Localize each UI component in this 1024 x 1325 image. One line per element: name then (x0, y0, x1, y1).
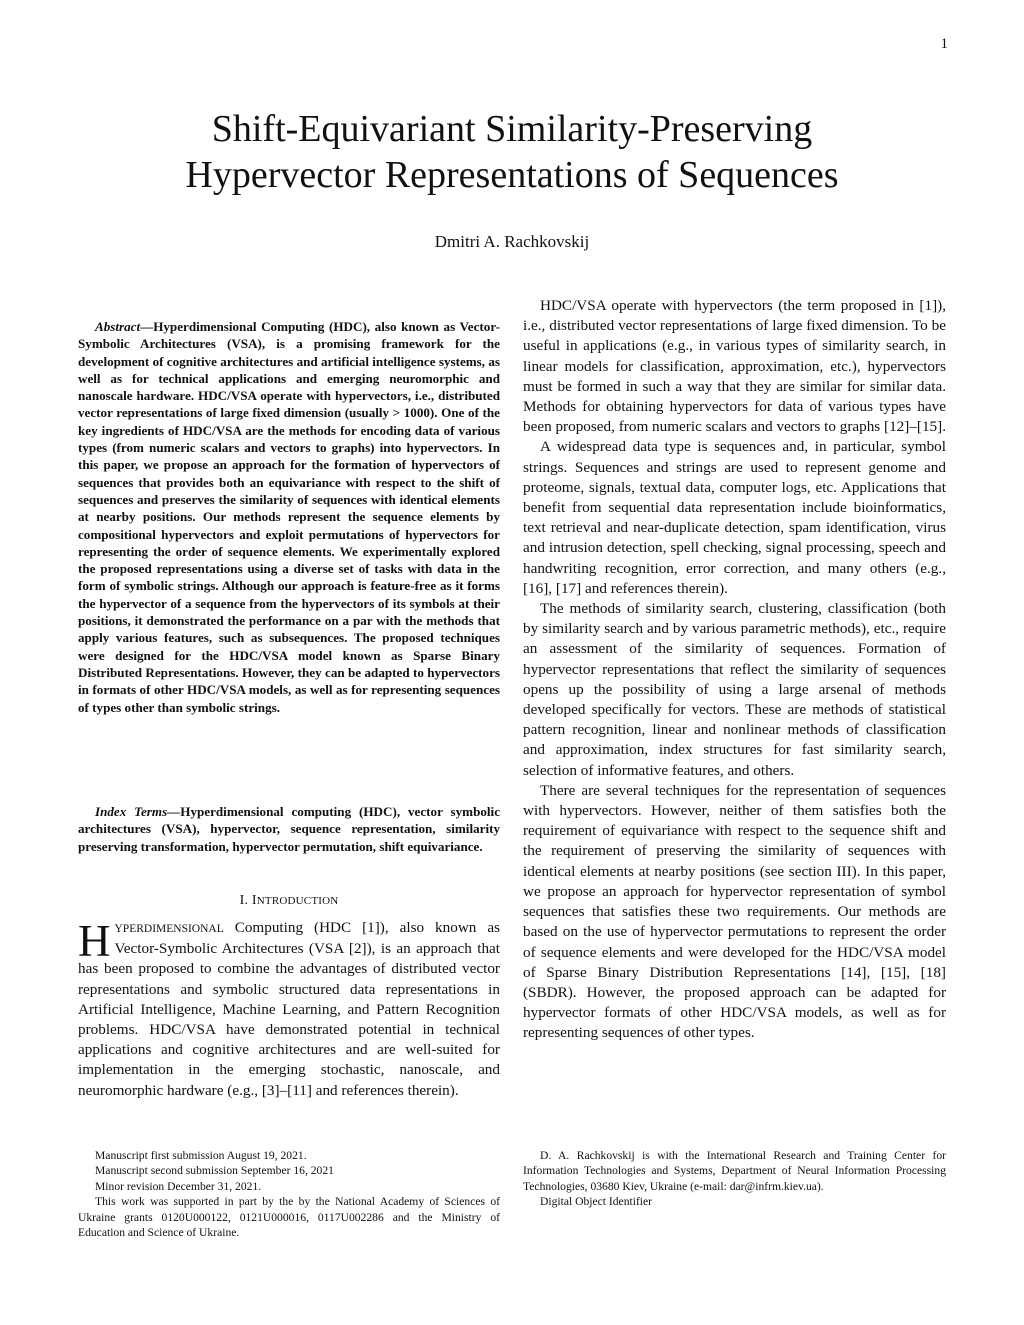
footnote-minor-revision: Minor revision December 31, 2021. (95, 1179, 262, 1193)
abstract (78, 318, 500, 716)
footnote-first-submission: Manuscript first submission August 19, 2021. (95, 1149, 307, 1162)
introduction-paragraph (78, 918, 500, 1101)
page-number: 1 (940, 36, 948, 52)
right-paragraph-2: A widespread data type is sequences and, in particular, symbol strings. Sequences and strings are used to represent genome and proteome, signals, textual data, computer logs, etc. Applications that benefit from sequential data representation include bioinformatics, text retrieval and near-duplicate detection, spam identification, virus and intrusion detection, spell checking, signal processing, speech and handwriting recognition, error correction, and many others (e.g., [16], [17] and references therein). (523, 438, 946, 597)
author-name: Dmitri A. Rachkovskij (434, 232, 590, 251)
right-paragraph-1: HDC/VSA operate with hypervectors (the term proposed in [1]), i.e., distributed vector representations of large fixed dimension. To be useful in applications (e.g., in various types of similarity search, in linear models for classification, approximation, etc.), hypervectors must be formed in such a way that they are similar for similar data. Methods for obtaining hypervectors for data of various types have been proposed, from numeric scalars and vectors to graphs [12]–[15]. (523, 297, 947, 436)
section-first-letter: I (251, 893, 257, 908)
paper-title (0, 106, 1024, 198)
index-terms-text: Hyperdimensional computing (HDC), vector symbolic architectures (VSA), hypervector, sequence representation, similarity preserving transformation, hypervector permutation, shift equivariance. (78, 804, 501, 854)
footnotes-right (523, 1148, 946, 1210)
index-terms-dash: — (167, 804, 181, 819)
section-heading-introduction (78, 893, 500, 909)
intro-smallcaps: YPERDIMENSIONAL (114, 923, 224, 935)
footnote-second-submission: Manuscript second submission September 16, 2021 (95, 1164, 334, 1178)
index-terms (78, 803, 500, 855)
footnotes-left (78, 1148, 500, 1240)
right-column-body (523, 296, 946, 1044)
abstract-label: Abstract (95, 319, 141, 334)
abstract-text: Hyperdimensional Computing (HDC), also known as Vector-Symbolic Architectures (VSA), is a promising framework for the development of cognitive architectures and artificial intelligence systems, as well as for technical applications and emerging neuromorphic and nanoscale hardware. HDC/VSA operate with hypervectors, i.e., distributed vector representations of large fixed dimension (usually > 1000). One of the key ingredients of HDC/VSA are the methods for encoding data of various types (from numeric scalars and vectors to graphs) into hypervectors. In this paper, we propose an approach for the formation of hypervectors of sequences that provides both an equivariance with respect to the shift of sequences and preserves the similarity of sequences with identical elements at nearby positions. Our methods represent the sequence elements by compositional hypervectors and exploit permutations of hypervectors for representing the order of sequence elements. We experimentally explored the proposed representations using a diverse set of tasks with data in the form of symbolic strings. Although our approach is feature-free as it forms the hypervector of a sequence from the hypervectors of its symbols at their positions, it demonstrated the performance on a par with the methods that apply various features, such as subsequences. The proposed techniques were designed for the HDC/VSA model known as Sparse Binary Distributed Representations. However, they can be adapted to hypervectors in formats of other HDC/VSA models, as well as for representing sequences of types other than symbolic strings. (78, 319, 500, 715)
right-paragraph-3: The methods of similarity search, clustering, classification (both by similarity search and by various parametric methods), etc., require an assessment of the similarity of sequences. Formation of hypervector representations that reflect the similarity of sequences opens up the possibility of using a large arsenal of methods developed specifically for vectors. These are methods of statistical pattern recognition, linear and nonlinear methods of classification and approximation, index structures for fast similarity search, selection of informative features, and others. (523, 600, 946, 779)
intro-text: Computing (HDC [1]), also known as Vector-Symbolic Architectures (VSA [2]), is an approach that has been proposed to combine the advantages of distributed vector representations and symbolic structured data representations in Artificial Intelligence, Machine Learning, and Pattern Recognition problems. HDC/VSA have demonstrated potential in technical applications and cognitive architectures and are well-suited for implementation in the emerging stochastic, nanoscale, and neuromorphic hardware (e.g., [3]–[11] and references therein). (78, 919, 500, 1099)
section-number: I. (239, 893, 249, 908)
footnote-affiliation: D. A. Rachkovskij is with the International Research and Training Center for Information Technologies and Systems, Department of Neural Information Processing Technologies, 03680 Kiev, Ukraine (e-mail: dar@infrm.kiev.ua). (523, 1149, 946, 1193)
footnote-funding: This work was supported in part by the by the National Academy of Sciences of Ukraine grants 0120U000122, 0121U000016, 0117U002286 and the Ministry of Education and Science of Ukraine. (78, 1195, 500, 1240)
index-terms-label: Index Terms (95, 804, 168, 819)
footnote-doi: Digital Object Identifier (540, 1195, 653, 1209)
right-paragraph-4: There are several techniques for the representation of sequences with hypervectors. However, neither of them satisfies both the requirement of equivariance with respect to the sequence shift and the requirement of preserving the similarity of sequences with identical elements at nearby positions (see section III). In this paper, we propose an approach for hypervector representation of symbol sequences that satisfies these two requirements. Our methods are based on the use of hypervector permutations to represent the order of sequence elements and were developed for the HDC/VSA model of Sparse Binary Distribution Representations [14], [15], [18] (SBDR). However, the proposed approach can be adapted for hypervector formats of other HDC/VSA models, as well as for representing sequences of other types. (523, 781, 946, 1042)
title-line-2: Hypervector Representations of Sequences (185, 154, 839, 196)
abstract-dash: — (140, 319, 154, 334)
section-title-rest: NTRODUCTION (256, 895, 339, 907)
drop-cap: H (78, 916, 111, 966)
title-line-1: Shift-Equivariant Similarity-Preserving (211, 108, 813, 150)
